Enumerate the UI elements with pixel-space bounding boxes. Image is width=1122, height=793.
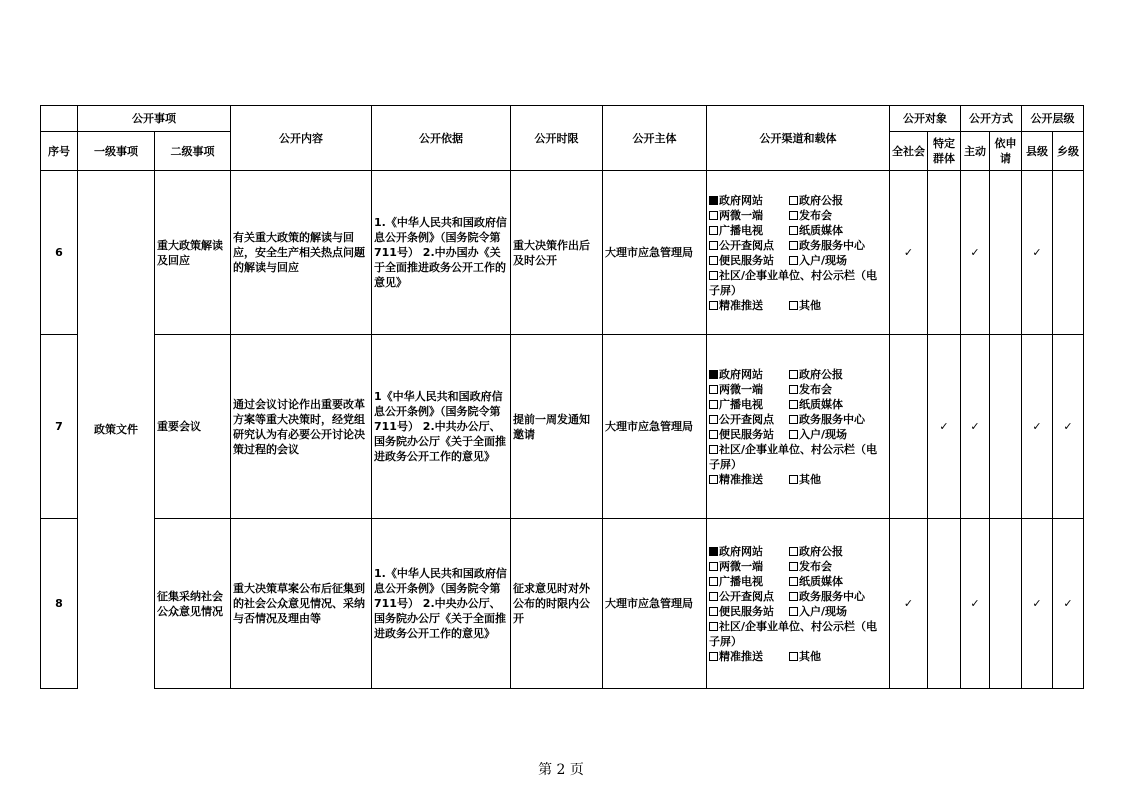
checkbox-empty-icon [709, 652, 718, 661]
channel-label: 其他 [799, 298, 821, 312]
checkbox-empty-icon [709, 415, 718, 424]
row-content: 有关重大政策的解读与回应，安全生产相关热点问题的解读与回应 [231, 171, 372, 335]
channel-option [789, 382, 832, 397]
check-mode-active: ✓ [961, 171, 990, 335]
checkbox-empty-icon [789, 400, 798, 409]
checkbox-empty-icon [709, 211, 718, 220]
channel-option [789, 427, 847, 442]
checkbox-checked-icon [709, 370, 718, 379]
checkbox-empty-icon [709, 475, 718, 484]
checkbox-empty-icon [789, 370, 798, 379]
checkbox-empty-icon [709, 622, 718, 631]
channel-option [709, 268, 879, 298]
channel-label: 其他 [799, 472, 821, 486]
check-level-township: ✓ [1053, 519, 1084, 689]
channel-option [789, 397, 843, 412]
channel-option [789, 193, 843, 208]
row-level2: 重要会议 [155, 335, 231, 519]
channel-option [709, 412, 789, 427]
channel-option [709, 559, 789, 574]
channel-option [789, 574, 843, 589]
channel-option [709, 208, 789, 223]
channel-option [709, 253, 789, 268]
row-seq: 6 [41, 171, 78, 335]
channel-row [709, 223, 887, 238]
channel-label: 政务服务中心 [799, 412, 865, 426]
channel-row [709, 253, 887, 268]
row-content: 通过会议讨论作出重要改革方案等重大决策时，经党组研究认为有必要公开讨论决策过程的会议 [231, 335, 372, 519]
channel-label: 入户/现场 [799, 427, 848, 441]
channel-option [789, 589, 865, 604]
channel-label: 政府网站 [719, 193, 763, 207]
checkbox-empty-icon [789, 211, 798, 220]
checkbox-empty-icon [709, 592, 718, 601]
checkbox-empty-icon [709, 445, 718, 454]
channel-row [709, 442, 887, 472]
row-level2: 征集采纳社会公众意见情况 [155, 519, 231, 689]
channel-label: 广播电视 [719, 574, 763, 588]
checkbox-empty-icon [789, 547, 798, 556]
channel-row [709, 397, 887, 412]
channel-label: 政府网站 [719, 367, 763, 381]
checkbox-empty-icon [789, 415, 798, 424]
channel-label: 便民服务站 [719, 427, 774, 441]
channel-label: 发布会 [799, 559, 832, 573]
check-target-all [890, 335, 928, 519]
row-time-limit: 提前一周发通知邀请 [511, 335, 603, 519]
check-level-county: ✓ [1022, 519, 1053, 689]
channel-row [709, 193, 887, 208]
row-level2: 重大政策解读及回应 [155, 171, 231, 335]
checkbox-empty-icon [789, 226, 798, 235]
channel-option [789, 208, 832, 223]
checkbox-checked-icon [709, 196, 718, 205]
channel-label: 纸质媒体 [799, 223, 843, 237]
channel-label: 公开查阅点 [719, 238, 774, 252]
channel-option [709, 238, 789, 253]
header-basis: 公开依据 [372, 106, 511, 171]
channel-label: 纸质媒体 [799, 397, 843, 411]
channel-row [709, 208, 887, 223]
channel-option [789, 367, 843, 382]
channel-option [709, 223, 789, 238]
channel-label: 政府公报 [799, 193, 843, 207]
checkbox-empty-icon [709, 385, 718, 394]
channel-label: 便民服务站 [719, 253, 774, 267]
disclosure-table [40, 105, 1084, 689]
channel-option [789, 544, 843, 559]
header-mode-group: 公开方式 [961, 106, 1022, 132]
channel-row [709, 298, 887, 313]
checkbox-empty-icon [709, 400, 718, 409]
checkbox-empty-icon [789, 241, 798, 250]
header-row-1 [41, 106, 1084, 132]
row-subject: 大理市应急管理局 [603, 519, 707, 689]
channel-label: 两微一端 [719, 382, 763, 396]
channel-label: 广播电视 [719, 223, 763, 237]
header-channel: 公开渠道和载体 [707, 106, 890, 171]
channel-label: 公开查阅点 [719, 589, 774, 603]
header-subject: 公开主体 [603, 106, 707, 171]
header-blank [41, 106, 78, 132]
checkbox-empty-icon [789, 577, 798, 586]
channel-row [709, 238, 887, 253]
channel-label: 精准推送 [719, 472, 763, 486]
channel-option [789, 238, 865, 253]
checkbox-empty-icon [789, 301, 798, 310]
channel-label: 两微一端 [719, 208, 763, 222]
header-target-group: 公开对象 [890, 106, 961, 132]
channel-option [709, 193, 789, 208]
header-target-specific: 特定群体 [928, 132, 961, 171]
checkbox-empty-icon [709, 562, 718, 571]
channel-row [709, 559, 887, 574]
channel-label: 发布会 [799, 382, 832, 396]
channel-row [709, 649, 887, 664]
header-level-group: 公开层级 [1022, 106, 1084, 132]
header-mode-active: 主动 [961, 132, 990, 171]
checkbox-empty-icon [709, 256, 718, 265]
header-level-county: 县级 [1022, 132, 1053, 171]
checkbox-empty-icon [709, 241, 718, 250]
header-seq: 序号 [41, 132, 78, 171]
channel-label: 纸质媒体 [799, 574, 843, 588]
checkbox-empty-icon [709, 607, 718, 616]
row-channels [707, 519, 890, 689]
channel-label: 便民服务站 [719, 604, 774, 618]
channel-label: 入户/现场 [799, 604, 848, 618]
row-channels [707, 171, 890, 335]
table-row [41, 335, 1084, 519]
check-mode-active: ✓ [961, 335, 990, 519]
channel-option [709, 544, 789, 559]
channel-option [709, 574, 789, 589]
channel-label: 公开查阅点 [719, 412, 774, 426]
channel-row [709, 574, 887, 589]
table-row [41, 519, 1084, 689]
channel-row [709, 412, 887, 427]
channel-label: 社区/企事业单位、村公示栏（电子屏） [709, 268, 878, 297]
channel-row [709, 382, 887, 397]
channel-row [709, 472, 887, 487]
checkbox-empty-icon [789, 652, 798, 661]
row-content: 重大决策草案公布后征集到的社会公众意见情况、采纳与否情况及理由等 [231, 519, 372, 689]
checkbox-empty-icon [789, 196, 798, 205]
checkbox-empty-icon [709, 430, 718, 439]
check-level-county: ✓ [1022, 335, 1053, 519]
channel-label: 政府公报 [799, 544, 843, 558]
row-time-limit: 征求意见时对外公布的时限内公开 [511, 519, 603, 689]
row-time-limit: 重大决策作出后及时公开 [511, 171, 603, 335]
checkbox-empty-icon [709, 577, 718, 586]
checkbox-empty-icon [789, 475, 798, 484]
header-content: 公开内容 [231, 106, 372, 171]
channel-option [789, 298, 821, 313]
checkbox-checked-icon [709, 547, 718, 556]
channel-row [709, 427, 887, 442]
checkbox-empty-icon [789, 607, 798, 616]
channel-option [709, 649, 789, 664]
check-target-all: ✓ [890, 171, 928, 335]
channel-option [709, 427, 789, 442]
channel-row [709, 589, 887, 604]
channel-option [709, 589, 789, 604]
channel-label: 精准推送 [719, 649, 763, 663]
checkbox-empty-icon [709, 301, 718, 310]
check-mode-apply [990, 519, 1022, 689]
row-basis: 1.《中华人民共和国政府信息公开条例》（国务院令第711号） 2.中央办公厅、国务院办公厅《关于全面推进政务公开工作的意见》 [372, 519, 511, 689]
channel-option [789, 604, 847, 619]
channel-row [709, 604, 887, 619]
header-time-limit: 公开时限 [511, 106, 603, 171]
channel-option [709, 298, 789, 313]
checkbox-empty-icon [789, 430, 798, 439]
check-target-specific [928, 519, 961, 689]
row-basis: 1.《中华人民共和国政府信息公开条例》（国务院令第711号） 2.中办国办《关于全面推进政务公开工作的意见》 [372, 171, 511, 335]
channel-label: 政务服务中心 [799, 238, 865, 252]
channel-label: 其他 [799, 649, 821, 663]
header-level-township: 乡级 [1053, 132, 1084, 171]
row-basis: 1《中华人民共和国政府信息公开条例》（国务院令第711号） 2.中共办公厅、国务院办公厅《关于全面推进政务公开工作的意见》 [372, 335, 511, 519]
channel-option [789, 559, 832, 574]
row-seq: 7 [41, 335, 78, 519]
header-target-all: 全社会 [890, 132, 928, 171]
channel-label: 社区/企事业单位、村公示栏（电子屏） [709, 619, 878, 648]
channel-row [709, 619, 887, 649]
checkbox-empty-icon [789, 256, 798, 265]
channel-label: 发布会 [799, 208, 832, 222]
channel-option [709, 619, 879, 649]
channel-option [789, 472, 821, 487]
channel-option [709, 604, 789, 619]
row-seq: 8 [41, 519, 78, 689]
category-cell: 政策文件 [78, 171, 155, 689]
checkbox-empty-icon [789, 562, 798, 571]
channel-row [709, 367, 887, 382]
header-level1: 一级事项 [78, 132, 155, 171]
check-target-all: ✓ [890, 519, 928, 689]
header-level2: 二级事项 [155, 132, 231, 171]
checkbox-empty-icon [709, 226, 718, 235]
channel-option [789, 223, 843, 238]
channel-label: 两微一端 [719, 559, 763, 573]
channel-label: 政务服务中心 [799, 589, 865, 603]
channel-label: 入户/现场 [799, 253, 848, 267]
channel-option [709, 442, 879, 472]
check-mode-apply [990, 335, 1022, 519]
row-subject: 大理市应急管理局 [603, 335, 707, 519]
channel-label: 社区/企事业单位、村公示栏（电子屏） [709, 442, 878, 471]
channel-option [709, 472, 789, 487]
check-level-county: ✓ [1022, 171, 1053, 335]
check-target-specific [928, 171, 961, 335]
checkbox-empty-icon [789, 592, 798, 601]
checkbox-empty-icon [789, 385, 798, 394]
check-mode-apply [990, 171, 1022, 335]
header-matters-group: 公开事项 [78, 106, 231, 132]
row-channels [707, 335, 890, 519]
channel-label: 政府网站 [719, 544, 763, 558]
check-level-township: ✓ [1053, 335, 1084, 519]
table-row [41, 171, 1084, 335]
page-number: 第 2 页 [538, 762, 584, 778]
checkbox-empty-icon [709, 271, 718, 280]
channel-option [709, 367, 789, 382]
channel-option [709, 382, 789, 397]
channel-label: 广播电视 [719, 397, 763, 411]
channel-option [789, 253, 847, 268]
channel-option [709, 397, 789, 412]
check-mode-active: ✓ [961, 519, 990, 689]
channel-option [789, 649, 821, 664]
channel-row [709, 544, 887, 559]
check-target-specific: ✓ [928, 335, 961, 519]
channel-option [789, 412, 865, 427]
row-subject: 大理市应急管理局 [603, 171, 707, 335]
channel-row [709, 268, 887, 298]
channel-label: 精准推送 [719, 298, 763, 312]
header-mode-apply: 依申请 [990, 132, 1022, 171]
channel-label: 政府公报 [799, 367, 843, 381]
check-level-township [1053, 171, 1084, 335]
